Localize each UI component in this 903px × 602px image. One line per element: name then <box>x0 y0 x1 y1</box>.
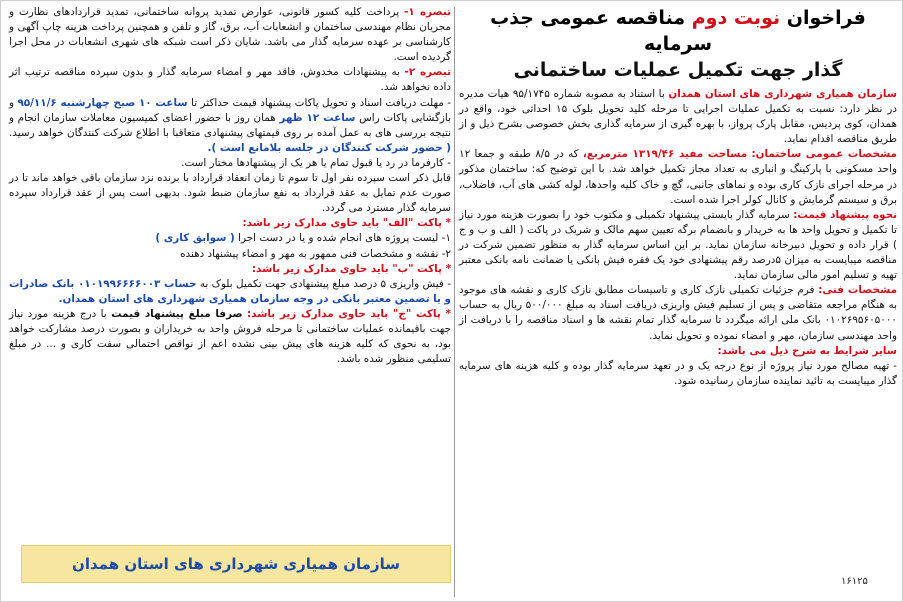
pack-b-text: - فیش واریزی ۵ درصد مبلغ پیشنهادی جهت تکمیل بلوک به <box>199 277 451 290</box>
notice-code: ۱۶۱۲۵ <box>841 576 868 587</box>
intro-paragraph <box>459 87 897 147</box>
winner-paragraph: قابل ذکر است سپرده نفر اول تا سوم تا زمان انعقاد قرارداد با برنده نزد سازمان باقی خواهد ماند تا در صورت عدم تمایل به عقد قرارداد به نفع سازمان ضبط شود. بدیهی است پس از عقد قرارداد سپرده سرمایه گذار مسترد می گردد. <box>9 172 451 215</box>
note2-paragraph <box>9 65 451 95</box>
pack-a-heading <box>9 216 451 231</box>
other-heading <box>459 344 897 359</box>
tech-label: مشخصات فنی: <box>818 284 897 297</box>
pack-a-label: * پاکت "الف" باید حاوی مدارک زیر باشد: <box>242 217 451 230</box>
pack-a-item-2: ۲- نقشه و مشخصات فنی ممهور به مهر و امضاء پیشنهاد دهنده <box>180 247 451 260</box>
other-label: سایر شرایط به شرح ذیل می باشد: <box>717 344 897 357</box>
deadline-paragraph <box>9 96 451 156</box>
pack-a-item-1-text: ۱- لیست پروژه های انجام شده و یا در دست اجرا <box>238 232 451 245</box>
spec-area: مساحت مفید ۱۳۱۹/۴۶ مترمربع، <box>582 148 748 161</box>
pack-c-text: با درج هزینه مورد نیاز جهت باقیمانده عملیات ساختمانی تا مرحله فروش واحد به خریداران و بصورت درصد مشارکت خواهد بود، به نحوی که کلیه هزینه های پیش بینی نشده اعم از نواقص احتمالی سفت کاری و ... در مبلغ تسلیمی منظور شده باشد. <box>9 307 451 366</box>
notice-title-line2: گذار جهت تکمیل عملیات ساختمانی <box>513 59 843 81</box>
footer-org-name: سازمان همیاری شهرداری های استان همدان <box>72 555 400 573</box>
footer-org-banner <box>21 545 451 583</box>
deadline-attendance: ( حضور شرکت کنندگان در جلسه بلامانع است ). <box>207 141 451 154</box>
price-text: سرمایه گذار بایستی پیشنهاد تکمیلی و مکتوب خود را بصورت هزینه مورد نیاز تا تکمیل و تحویل واحد ها به خریدار و بانضمام برگه تعیین سهم مالک و شریک در پاکت ( الف و ب و ج ) قرار داده و تحویل دبیرخانه سازمان نماید. بر این اساس سرمایه گذار به منظور تضمین شرکت در مناقصه میبایست به میزان ۵درصد رقم پیشنهادی خود یک فقره فیش بانکی یا ضمانت نامه بانکی معتبر تهیه و تسلیم امور مالی سازمان نماید. <box>459 208 897 282</box>
pack-b-heading <box>9 262 451 277</box>
other-text: - تهیه مصالح مورد نیاز پروژه از نوع درجه یک و در تعهد سرمایه گذار بوده و کلیه هزینه های سرمایه گذار میبایست به تائید نماینده سازمان رسانیده شود. <box>459 359 897 387</box>
note1-label: تبصره ۱- <box>404 6 451 18</box>
notice-title <box>459 5 897 57</box>
deadline-a: - مهلت دریافت اسناد و تحویل پاکات پیشنهاد قیمت حداکثر تا <box>191 96 451 109</box>
intro-org: سازمان همیاری شهرداری های استان همدان <box>668 88 897 100</box>
pack-b-paragraph <box>9 277 451 307</box>
intro-text: با استناد به مصوبه شماره ۹۵/۱۷۴۵ هیات مدیره در نظر دارد: <box>459 88 898 116</box>
deadline-e: همان روز با حضور اعضای کمیسیون معاملات سازمان انجام و نتیجه بررسی های به عمل آمده بر روی قیمتهای پیشنهادی متعاقبا با اطلاع شرکت کنندگان خواهد رسید. <box>9 111 451 139</box>
left-column <box>9 5 451 367</box>
tech-text: فرم جزئیات تکمیلی نازک کاری و تاسیسات مطابق نازک کاری و نقشه های موجود به هنگام مراجعه متقاضی و پس از تسلیم فیش واریزی دریافت اسناد به مبلغ ۵۰۰/۰۰۰ ریال به حساب ۰۱۰۲۶۹۵۶۰۵۰۰۰ بانک ملی ارائه میگردد تا سرمایه گذار تمام نقشه ها و اسناد مناقصه را با دریافت از واحد مهندسی سازمان، مهر و امضاء نموده و تحویل نماید. <box>459 284 897 342</box>
spec-label: مشخصات عمومی ساختمان: <box>751 148 897 161</box>
column-divider <box>454 7 455 597</box>
title-prefix: فراخوان <box>786 7 866 29</box>
price-paragraph <box>459 208 897 283</box>
pack-c-paragraph <box>9 307 451 367</box>
pack-c-label: * پاکت "ج" باید حاوی مدارک زیر باشد: <box>247 307 451 320</box>
para1: نسبت به تکمیل عملیات اجرایی تا مرحله کلید تحویل بلوک ۱۵ احداثی خود، واقع در همدان، کوی پردیس، مقابل پارک پرواز، با بهره گیری از سرمایه گذاری بخش خصوصی بشرح ذیل و از طریق مناقصه اقدام نماید. <box>459 103 897 146</box>
note1-paragraph <box>9 5 451 65</box>
deadline-c: و بازگشایی پاکات راس <box>9 96 451 124</box>
note2-text: به پیشنهادات مخدوش، فاقد مهر و امضاء سرمایه گذار و بدون سپرده مناقصه ترتیب اثر داده نخواهد شد. <box>9 66 451 94</box>
pack-b-label: * پاکت "ب" باید حاوی مدارک زیر باشد: <box>251 262 451 275</box>
spec-paragraph <box>459 147 897 207</box>
note2-label: تبصره ۲- <box>404 66 451 79</box>
pack-b-account: حساب ۰۱۰۱۹۹۶۶۶۶۰۰۳ بانک صادرات و یا تضمین معتبر بانکی در وجه سازمان همیاری شهرداری های استان همدان. <box>9 277 451 305</box>
spec-text: که در ۸/۵ طبقه و جمعا ۱۲ واحد مسکونی با پارکینگ و انباری به تعداد مجاز تکمیل خواهد شد. با این توضیح که: ساختمان مذکور در مرحله اجرای نازک کاری بوده و نماهای جانبی، گچ و خاک کلیه واحدها، لوله کشی های آب، فاضلاب، برق و سیستم گرمایش و کانال کولر اجرا شده است. <box>459 148 897 206</box>
pack-a-item-1 <box>9 231 451 246</box>
pack-a-item-1-note: ( سوابق کاری ) <box>155 232 235 245</box>
pack-c-bold: صرفا مبلغ پیشنهاد قیمت <box>111 307 243 320</box>
price-label: نحوه پیشنهاد قیمت: <box>793 208 897 221</box>
employer-paragraph: - کارفرما در رد یا قبول تمام یا هر یک از پیشنهادها مختار است. <box>181 156 451 169</box>
deadline-time: ساعت ۱۲ ظهر <box>279 111 356 124</box>
tech-paragraph <box>459 283 897 343</box>
title-rest: مناقصه عمومی جذب سرمایه <box>490 7 713 55</box>
note1-text: پرداخت کلیه کسور قانونی، عوارض تمدید پروانه ساختمانی، تمدید قراردادهای نظارت و مجریان نظام مهندسی ساختمان و انشعابات آب، برق، گاز و تلفن و همچنین پرداخت هزینه چاپ آگهی و کارشناسی بر عهده سرمایه گذار می باشد. شایان ذکر است شبکه های شهری انشعابات در محل اجرا گردیده است. <box>9 6 451 64</box>
right-column <box>459 5 897 389</box>
title-round: نوبت دوم <box>691 7 781 29</box>
deadline-date: ساعت ۱۰ صبح چهارشنبه ۹۵/۱۱/۶ <box>17 96 188 109</box>
